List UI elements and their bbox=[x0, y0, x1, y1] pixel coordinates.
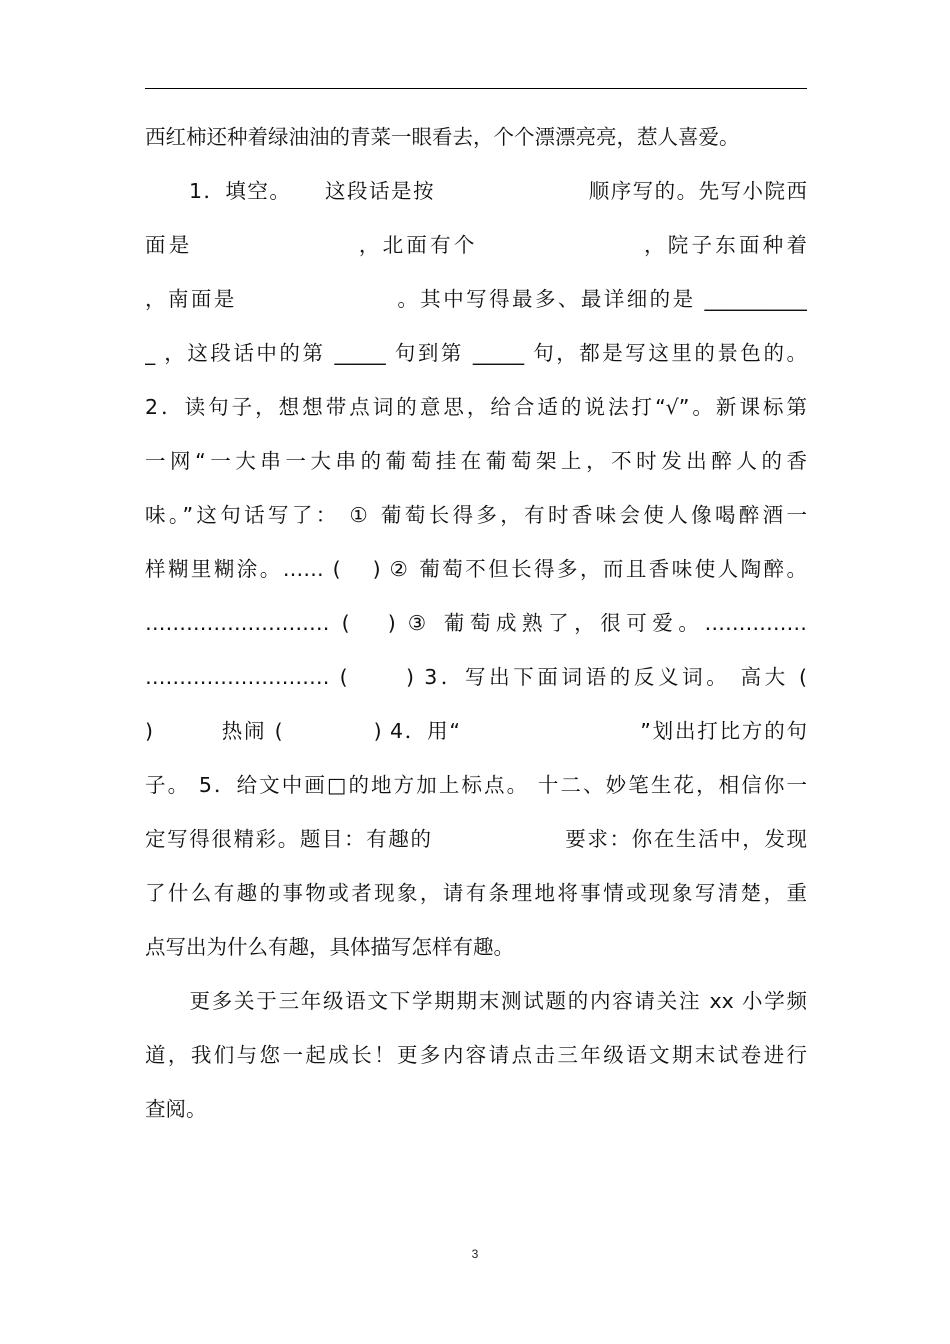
text-line: 味。”这句话写了： ① 葡萄长得多，有时香味会使人像喝醉酒一 bbox=[145, 503, 807, 527]
text-line: ……………………… ( ) ③ 葡萄成熟了，很可爱。…………… bbox=[145, 611, 807, 635]
text-line: 更多关于三年级语文下学期期末测试题的内容请关注 xx 小学频 bbox=[145, 989, 807, 1013]
text-line: ，南面是 。其中写得最多、最详细的是 __________ bbox=[145, 287, 807, 311]
text-line: 点写出为什么有趣，具体描写怎样有趣。 bbox=[145, 935, 514, 959]
text-line: 一网“一大串一大串的葡萄挂在葡萄架上，不时发出醉人的香 bbox=[145, 449, 807, 473]
body-text bbox=[145, 110, 807, 1136]
page-number: 3 bbox=[471, 1247, 479, 1261]
header-rule bbox=[145, 88, 807, 89]
text-line: 了什么有趣的事物或者现象，请有条理地将事情或现象写清楚，重 bbox=[145, 881, 807, 905]
text-line: 查阅。 bbox=[145, 1097, 207, 1121]
text-line: 1．填空。 这段话是按 顺序写的。先写小院西 bbox=[145, 179, 807, 203]
text-line: 定写得很精彩。题目：有趣的 要求：你在生活中，发现 bbox=[145, 827, 807, 851]
text-line: 子。 5．给文中画□的地方加上标点。 十二、妙笔生花，相信你一 bbox=[145, 773, 807, 797]
text-line: 西红柿还种着绿油油的青菜一眼看去，个个漂漂亮亮，惹人喜爱。 bbox=[145, 125, 740, 149]
text-line: ……………………… ( ) 3．写出下面词语的反义词。 高大 ( bbox=[145, 665, 807, 689]
text-line: 样糊里糊涂。…… ( ) ② 葡萄不但长得多，而且香味使人陶醉。 bbox=[145, 557, 807, 581]
text-line: ) 热闹 ( ) 4．用“ ”划出打比方的句 bbox=[145, 719, 807, 743]
text-line: 面是 ，北面有个 ，院子东面种着 bbox=[145, 233, 807, 257]
text-line: 道，我们与您一起成长！更多内容请点击三年级语文期末试卷进行 bbox=[145, 1043, 807, 1067]
text-line: _ ，这段话中的第 _____ 句到第 _____ 句，都是写这里的景色的。 bbox=[145, 341, 807, 365]
text-line: 2．读句子，想想带点词的意思，给合适的说法打“√”。新课标第 bbox=[145, 395, 807, 419]
